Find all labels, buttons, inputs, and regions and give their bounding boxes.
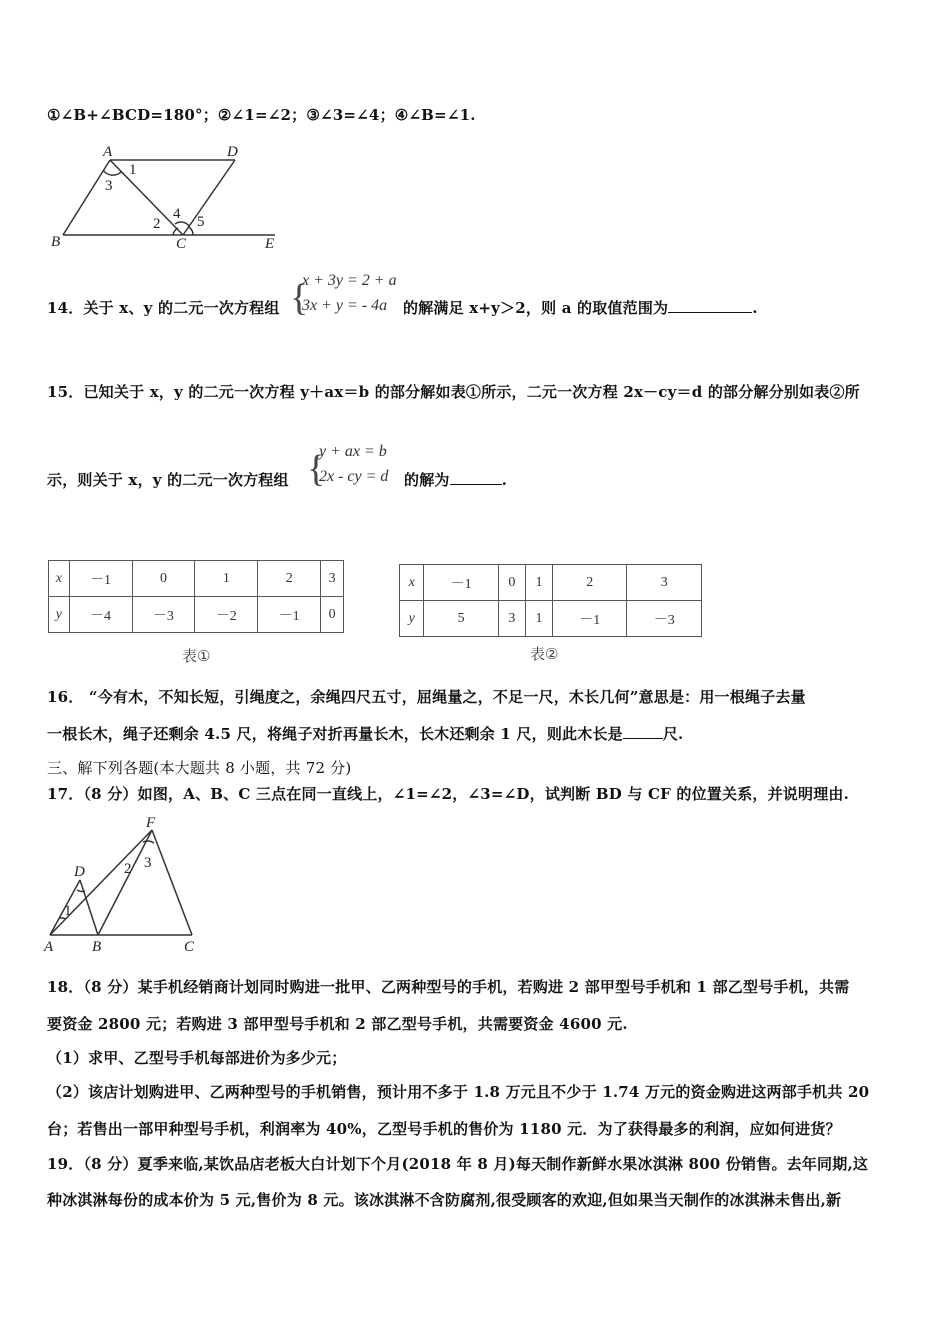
q13-angle-2: 2 [153, 216, 161, 232]
q13-label-b: B [51, 234, 61, 250]
q13-label-e: E [265, 236, 275, 250]
q17-angle-3: 3 [144, 855, 152, 871]
q17-angle-1: 1 [64, 903, 72, 919]
q15-eq1: y + ax = b [319, 443, 387, 460]
q14-end: . [752, 299, 758, 317]
q16-answer-blank[interactable] [623, 737, 663, 739]
table-1-x-row [49, 561, 344, 597]
table-1-x-cell: 1 [195, 561, 258, 597]
q16-line2-text: 一根长木，绳子还剩余 4.5 尺，将绳子对折再量长木，长木还剩余 1 尺，则此木长是 [47, 725, 623, 743]
table-2-y-cell: －1 [553, 601, 627, 637]
q19-line2: 种冰淇淋每份的成本价为 5 元,售价为 8 元。该冰淇淋不含防腐剂,很受顾客的欢迎,但如果当天制作的冰淇淋未售出,新 [47, 1191, 842, 1209]
q17-label-f: F [146, 815, 156, 831]
section-3-heading: 三、解下列各题(本大题共 8 小题，共 72 分) [47, 759, 352, 777]
q18-part2-line1: （2）该店计划购进甲、乙两种型号的手机销售，预计用不多于 1.8 万元且不少于 1.74 万元的资金购进这两部手机共 20 [47, 1083, 870, 1101]
table-2 [399, 564, 702, 637]
q13-angle-1: 1 [129, 162, 137, 178]
q17-text: 17．（8 分）如图，A、B、C 三点在同一直线上，∠1=∠2，∠3=∠D，试判断 BD 与 CF 的位置关系，并说明理由. [47, 785, 850, 803]
q14-answer-blank[interactable] [668, 311, 752, 313]
table-1-x-cell: －1 [69, 561, 132, 597]
table-2-y-cell: －3 [627, 601, 702, 637]
q19-line1: 19．（8 分）夏季来临,某饮品店老板大白计划下个月(2018 年 8 月)每天制作新鲜水果冰淇淋 800 份销售。去年同期,这 [47, 1155, 869, 1173]
q17-label-c: C [184, 939, 195, 955]
q18-part1: （1）求甲、乙型号手机每部进价为多少元； [47, 1049, 347, 1067]
table-2-x-cell: 2 [553, 565, 627, 601]
table-2-y-row [400, 601, 702, 637]
q14-suffix-text: 的解满足 x+y＞2，则 a 的取值范围为 [403, 299, 669, 317]
table-2-y-cell: 3 [498, 601, 525, 637]
q18-line1: 18．（8 分）某手机经销商计划同时购进一批甲、乙两种型号的手机，若购进 2 部甲型号手机和 1 部乙型号手机，共需 [47, 978, 850, 996]
q15-answer-blank[interactable] [450, 483, 502, 485]
table-1-y-cell: 0 [321, 597, 344, 633]
q13-angle-3: 3 [105, 178, 113, 194]
q16-line2 [47, 723, 683, 744]
table-1-caption: 表① [182, 647, 211, 665]
table-1-y-cell: －3 [132, 597, 195, 633]
q13-angle-5: 5 [197, 214, 205, 230]
q18-line2: 要资金 2800 元；若购进 3 部甲型号手机和 2 部乙型号手机，共需要资金 4600 元. [47, 1015, 628, 1033]
q13-figure [45, 140, 285, 250]
table-2-x-cell: 3 [627, 565, 702, 601]
table-2-x-row [400, 565, 702, 601]
table-2-y-cell: 5 [424, 601, 498, 637]
q15-suffix [404, 469, 507, 490]
q17-figure [42, 815, 207, 960]
table-2-x-cell: 0 [498, 565, 525, 601]
q15-eq2: 2x - cy = d [319, 468, 389, 485]
table-2-x-cell: 1 [525, 565, 552, 601]
q17-angle-2: 2 [124, 861, 132, 877]
table-2-y-label: y [400, 601, 424, 637]
q15-line1: 15．已知关于 x，y 的二元一次方程 y＋ax＝b 的部分解如表①所示，二元一次方程 2x－cy＝d 的部分解分别如表②所 [47, 383, 860, 401]
q13-label-c: C [176, 236, 187, 250]
table-1-y-label: y [49, 597, 70, 633]
table-1-x-cell: 3 [321, 561, 344, 597]
q14-eq1: x + 3y = 2 + a [302, 272, 397, 289]
q14-system: { x + 3y = 2 + a 3x + y = - 4a [290, 272, 397, 319]
q13-angle-4: 4 [173, 206, 181, 222]
table-1-y-row [49, 597, 344, 633]
table-2-caption: 表② [530, 645, 559, 663]
q15-end: . [501, 471, 508, 489]
table-1-x-label: x [49, 561, 70, 597]
table-1 [48, 560, 344, 633]
table-1-y-cell: －2 [195, 597, 258, 633]
table-1-y-cell: －1 [258, 597, 321, 633]
q17-label-a: A [44, 939, 54, 955]
q13-conditions: ①∠B+∠BCD=180°；②∠1=∠2；③∠3=∠4；④∠B=∠1. [47, 106, 476, 124]
table-2-x-label: x [400, 565, 424, 601]
q14-prefix: 14．关于 x、y 的二元一次方程组 [47, 299, 280, 317]
table-1-y-cell: －4 [69, 597, 132, 633]
q13-label-d: D [227, 144, 238, 160]
q17-label-d: D [74, 864, 85, 880]
table-2-x-cell: －1 [424, 565, 498, 601]
q17-label-b: B [92, 939, 102, 955]
table-1-x-cell: 0 [132, 561, 195, 597]
q13-label-a: A [103, 144, 113, 160]
q14-suffix [403, 297, 758, 318]
table-1-x-cell: 2 [258, 561, 321, 597]
q15-system: { y + ax = b 2x - cy = d [307, 443, 389, 490]
q16-end: 尺. [662, 725, 684, 743]
q18-part2-line2: 台；若售出一部甲种型号手机，利润率为 40%，乙型号手机的售价为 1180 元．为了获得最多的利润，应如何进货？ [47, 1120, 841, 1138]
q15-suffix-text: 的解为 [404, 471, 450, 489]
q16-line1: 16． “今有木，不知长短，引绳度之，余绳四尺五寸，屈绳量之，不足一尺，木长几何”意思是：用一根绳子去量 [47, 688, 806, 706]
q15-prefix2: 示，则关于 x，y 的二元一次方程组 [47, 471, 289, 489]
table-2-y-cell: 1 [525, 601, 552, 637]
q14-eq2: 3x + y = - 4a [302, 297, 388, 314]
